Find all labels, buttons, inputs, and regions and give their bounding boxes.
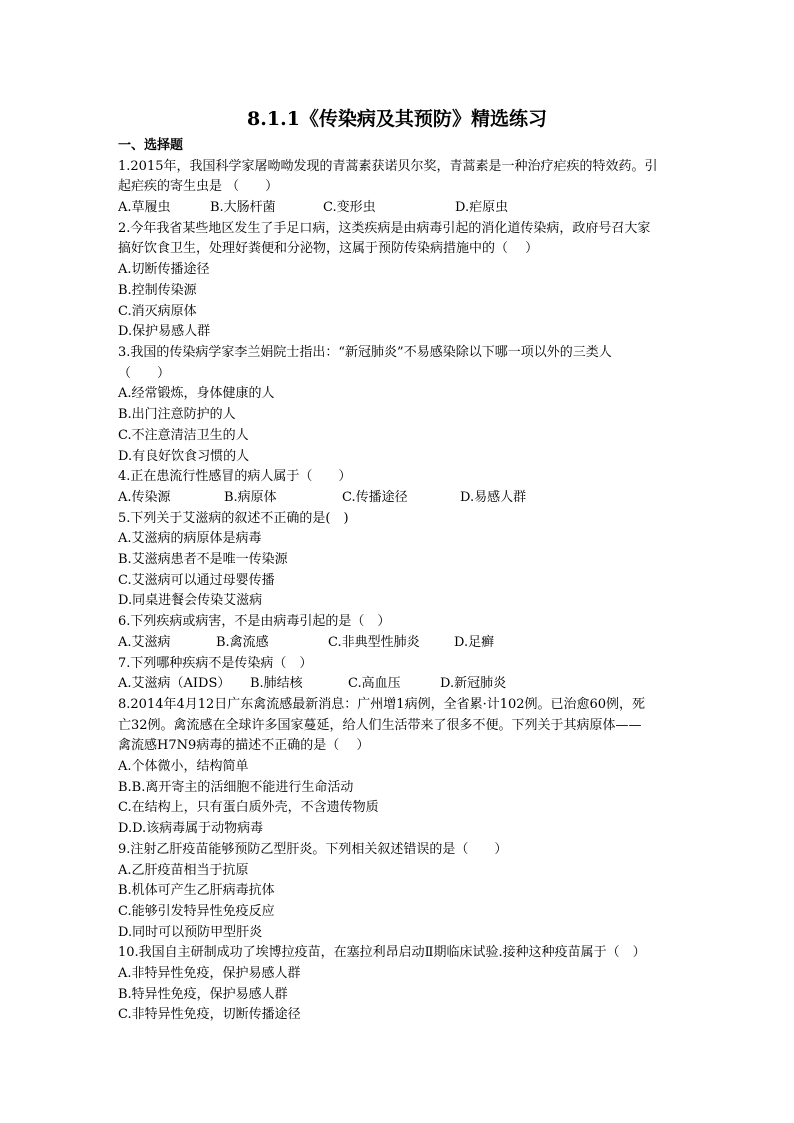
option-row — [118, 674, 698, 695]
page-title: 8.1.1《传染病及其预防》精选练习 — [247, 108, 547, 130]
question-stem: 3.我国的传染病学家李兰娟院士指出：“新冠肺炎”不易感染除以下哪一项以外的三类人 — [118, 345, 612, 360]
option: C.高血压 — [348, 676, 401, 692]
option-row — [118, 198, 698, 219]
option: D.有良好饮食习惯的人 — [118, 448, 250, 464]
question-stem: 搞好饮食卫生，处理好粪便和分泌物，这属于预防传染病措施中的（ ） — [118, 241, 539, 257]
question-stem: 起疟疾的寄生虫是 （ ） — [118, 179, 279, 195]
option: D.同时可以预防甲型肝炎 — [118, 924, 263, 940]
option: B.病原体 — [224, 489, 277, 505]
question-stem: 9.注射乙肝疫苗能够预防乙型肝炎。下列相关叙述错误的是（ ） — [118, 841, 508, 857]
option: C.非特异性免疫，切断传播途径 — [118, 1007, 301, 1023]
option: A.艾滋病（AIDS） — [118, 676, 231, 692]
option: B.大肠杆菌 — [210, 200, 276, 216]
question-stem: （ ） — [118, 365, 171, 381]
option: C.非典型性肺炎 — [328, 634, 420, 650]
option: A.个体微小，结构简单 — [118, 759, 249, 775]
option: D.疟原虫 — [455, 200, 509, 216]
question-stem: 10.我国自主研制成功了埃博拉疫苗，在塞拉利昂启动Ⅱ期临床试验.接种这种疫苗属于（ ） — [118, 945, 646, 961]
option: D.易感人群 — [460, 489, 527, 505]
option: D.足癣 — [454, 634, 495, 650]
option: C.能够引发特异性免疫反应 — [118, 903, 275, 919]
option: A.切断传播途径 — [118, 262, 210, 278]
option: A.经常锻炼，身体健康的人 — [118, 386, 275, 402]
option: B.B.离开寄主的活细胞不能进行生命活动 — [118, 779, 354, 795]
option: A.传染源 — [118, 489, 171, 505]
option: C.不注意清洁卫生的人 — [118, 427, 249, 443]
option: A.非特异性免疫，保护易感人群 — [118, 966, 301, 982]
question-stem: 2.今年我省某些地区发生了手足口病，这类疾病是由病毒引起的消化道传染病，政府号召大家 — [118, 220, 651, 236]
option: B.肺结核 — [250, 676, 303, 692]
option-row — [118, 488, 698, 509]
question-stem: 5.下列关于艾滋病的叙述不正确的是( ) — [118, 510, 349, 526]
option: B.艾滋病患者不是唯一传染源 — [118, 552, 288, 568]
question-stem: 1.2015年，我国科学家屠呦呦发现的青蒿素获诺贝尔奖，青蒿素是一种治疗疟疾的特效药。引 — [118, 158, 658, 174]
option: A.草履虫 — [118, 200, 171, 216]
option: B.特异性免疫，保护易感人群 — [118, 986, 288, 1002]
option: C.消灭病原体 — [118, 303, 197, 319]
option: D.同桌进餐会传染艾滋病 — [118, 593, 263, 609]
option: B.禽流感 — [216, 634, 269, 650]
option: D.新冠肺炎 — [440, 676, 507, 692]
option: C.变形虫 — [323, 200, 376, 216]
question-stem: 6.下列疾病或病害，不是由病毒引起的是（ ） — [118, 614, 391, 630]
option-row — [118, 633, 698, 654]
option: D.D.该病毒属于动物病毒 — [118, 821, 264, 837]
question-stem: 亡32例。禽流感在全球许多国家蔓延，给人们生活带来了很多不便。下列关于其病原体—— — [118, 717, 642, 733]
question-stem: 4.正在患流行性感冒的病人属于（ ） — [118, 469, 352, 485]
section-heading: 一、选择题 — [118, 138, 184, 153]
option: C.在结构上，只有蛋白质外壳，不含遗传物质 — [118, 800, 379, 816]
question-stem: 8.2014年4月12日广东禽流感最新消息：广州增1病例，全省累·计102例。已治愈60例，死 — [118, 696, 646, 712]
question-stem: 7.下列哪种疾病不是传染病（ ） — [118, 655, 313, 671]
option: B.机体可产生乙肝病毒抗体 — [118, 883, 275, 899]
question-list — [118, 136, 698, 1026]
option: A.艾滋病的病原体是病毒 — [118, 531, 262, 547]
option: A.艾滋病 — [118, 634, 171, 650]
option: A.乙肝疫苗相当于抗原 — [118, 862, 249, 878]
option: B.出门注意防护的人 — [118, 407, 236, 423]
option: B.控制传染源 — [118, 282, 197, 298]
option: D.保护易感人群 — [118, 324, 211, 340]
question-stem: 禽流感H7N9病毒的描述不正确的是（ ） — [118, 738, 370, 754]
option: C.传播途径 — [342, 489, 408, 505]
option: C.艾滋病可以通过母婴传播 — [118, 572, 275, 588]
